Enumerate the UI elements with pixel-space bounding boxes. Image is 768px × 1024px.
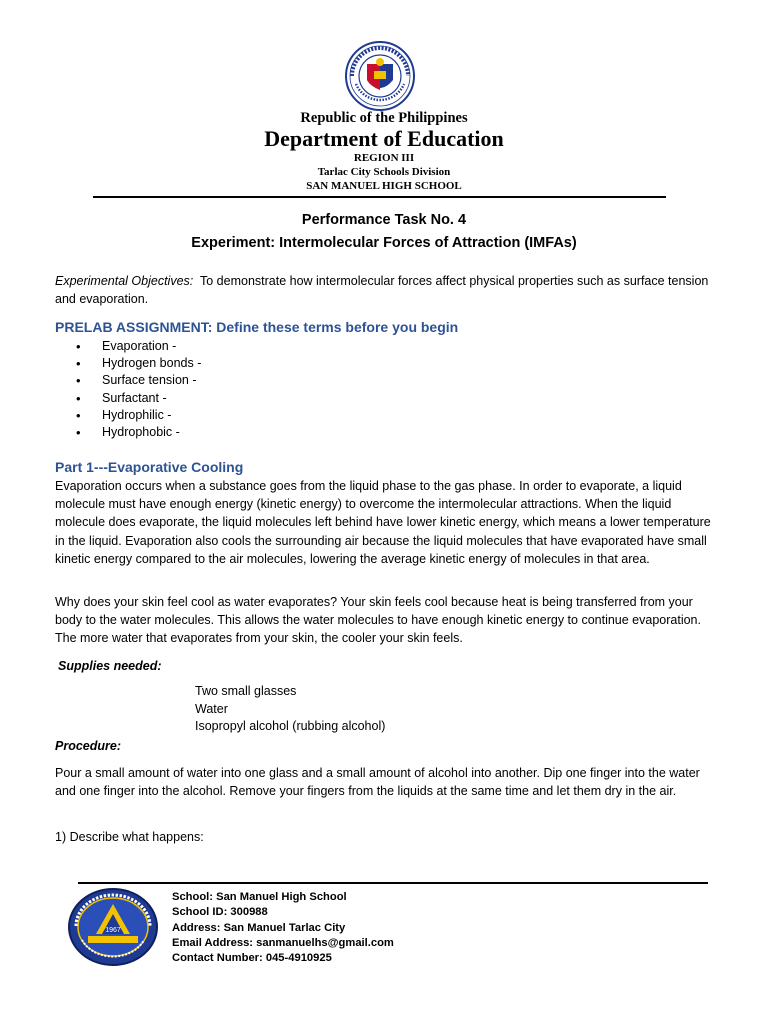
division-line: Tarlac City Schools Division — [317, 166, 451, 178]
list-item: • Surfactant - — [76, 390, 201, 407]
procedure-text: Pour a small amount of water into one glass and a small amount of alcohol into another. Dip one finger into the water and one finger into the alcohol. Remove your fingers from the liquids at the same time and let them dry in the air. — [55, 766, 700, 799]
footer-email[interactable]: Email Address: sanmanuelhs@gmail.com — [172, 936, 394, 949]
footer-contact-block — [172, 890, 394, 966]
supplies-list — [195, 683, 385, 736]
deped-seal-icon — [340, 40, 420, 112]
footer-contact-number: Contact Number: 045-4910925 — [172, 952, 332, 965]
republic-line: Republic of the Philippines — [300, 110, 468, 126]
prelab-terms-list — [76, 338, 201, 441]
procedure-label: Procedure: — [55, 739, 121, 753]
prelab-heading: PRELAB ASSIGNMENT: Define these terms before you begin — [55, 319, 459, 335]
part1-paragraph-1: Evaporation occurs when a substance goes from the liquid phase to the gas phase. In order to evaporate, a liquid molecule must have enough energy (kinetic energy) to overcome the intermolecular attractions. When the liquid molecule does evaporate, the liquid molecules left behind have lower kinetic energy, which means a lower temperature in the liquid. Evaporation also cools the surrounding air because the liquid molecules that have evaporated have small kinetic energy compared to the air molecules, lowering the average kinetic energy of molecules in that area. — [55, 479, 711, 566]
list-item: Two small glasses — [195, 684, 297, 698]
list-item: Isopropyl alcohol (rubbing alcohol) — [195, 719, 386, 733]
part1-paragraph-2: Why does your skin feel cool as water evaporates? Your skin feels cool because heat is being transferred from your body to the water molecules. This allows the water molecules to have enough kinetic energy to continue evaporation. The more water that evaporates from your skin, the cooler your skin feels. — [55, 595, 701, 646]
footer-school: School: San Manuel High School — [172, 891, 347, 903]
objectives-text: To demonstrate how intermolecular forces affect physical properties such as surface tension and evaporation. — [55, 274, 709, 307]
footer-school-id: School ID: 300988 — [172, 906, 268, 919]
school-seal-icon — [66, 886, 160, 968]
part1-heading: Part 1---Evaporative Cooling — [55, 459, 244, 475]
school-line: SAN MANUEL HIGH SCHOOL — [306, 180, 462, 192]
region-line: REGION III — [353, 152, 415, 164]
objectives-label: Experimental Objectives: — [55, 274, 194, 288]
list-item: • Evaporation - — [76, 338, 201, 355]
experiment-title: Experiment: Intermolecular Forces of Attraction (IMFAs) — [191, 235, 577, 251]
list-item: Water — [195, 701, 228, 716]
objectives-paragraph — [55, 272, 715, 308]
department-title: Department of Education — [264, 126, 504, 151]
supplies-label: Supplies needed: — [58, 659, 162, 673]
list-item: • Surface tension - — [76, 372, 201, 389]
list-item: • Hydrophobic - — [76, 424, 201, 441]
header-divider — [93, 196, 666, 198]
footer-divider — [78, 882, 708, 884]
task-title: Performance Task No. 4 — [301, 212, 467, 228]
footer-address: Address: San Manuel Tarlac City — [172, 921, 346, 934]
question-1: 1) Describe what happens: — [55, 830, 204, 844]
seal-year: 1967 — [105, 927, 121, 934]
list-item: • Hydrogen bonds - — [76, 355, 201, 372]
list-item: • Hydrophilic - — [76, 407, 201, 424]
